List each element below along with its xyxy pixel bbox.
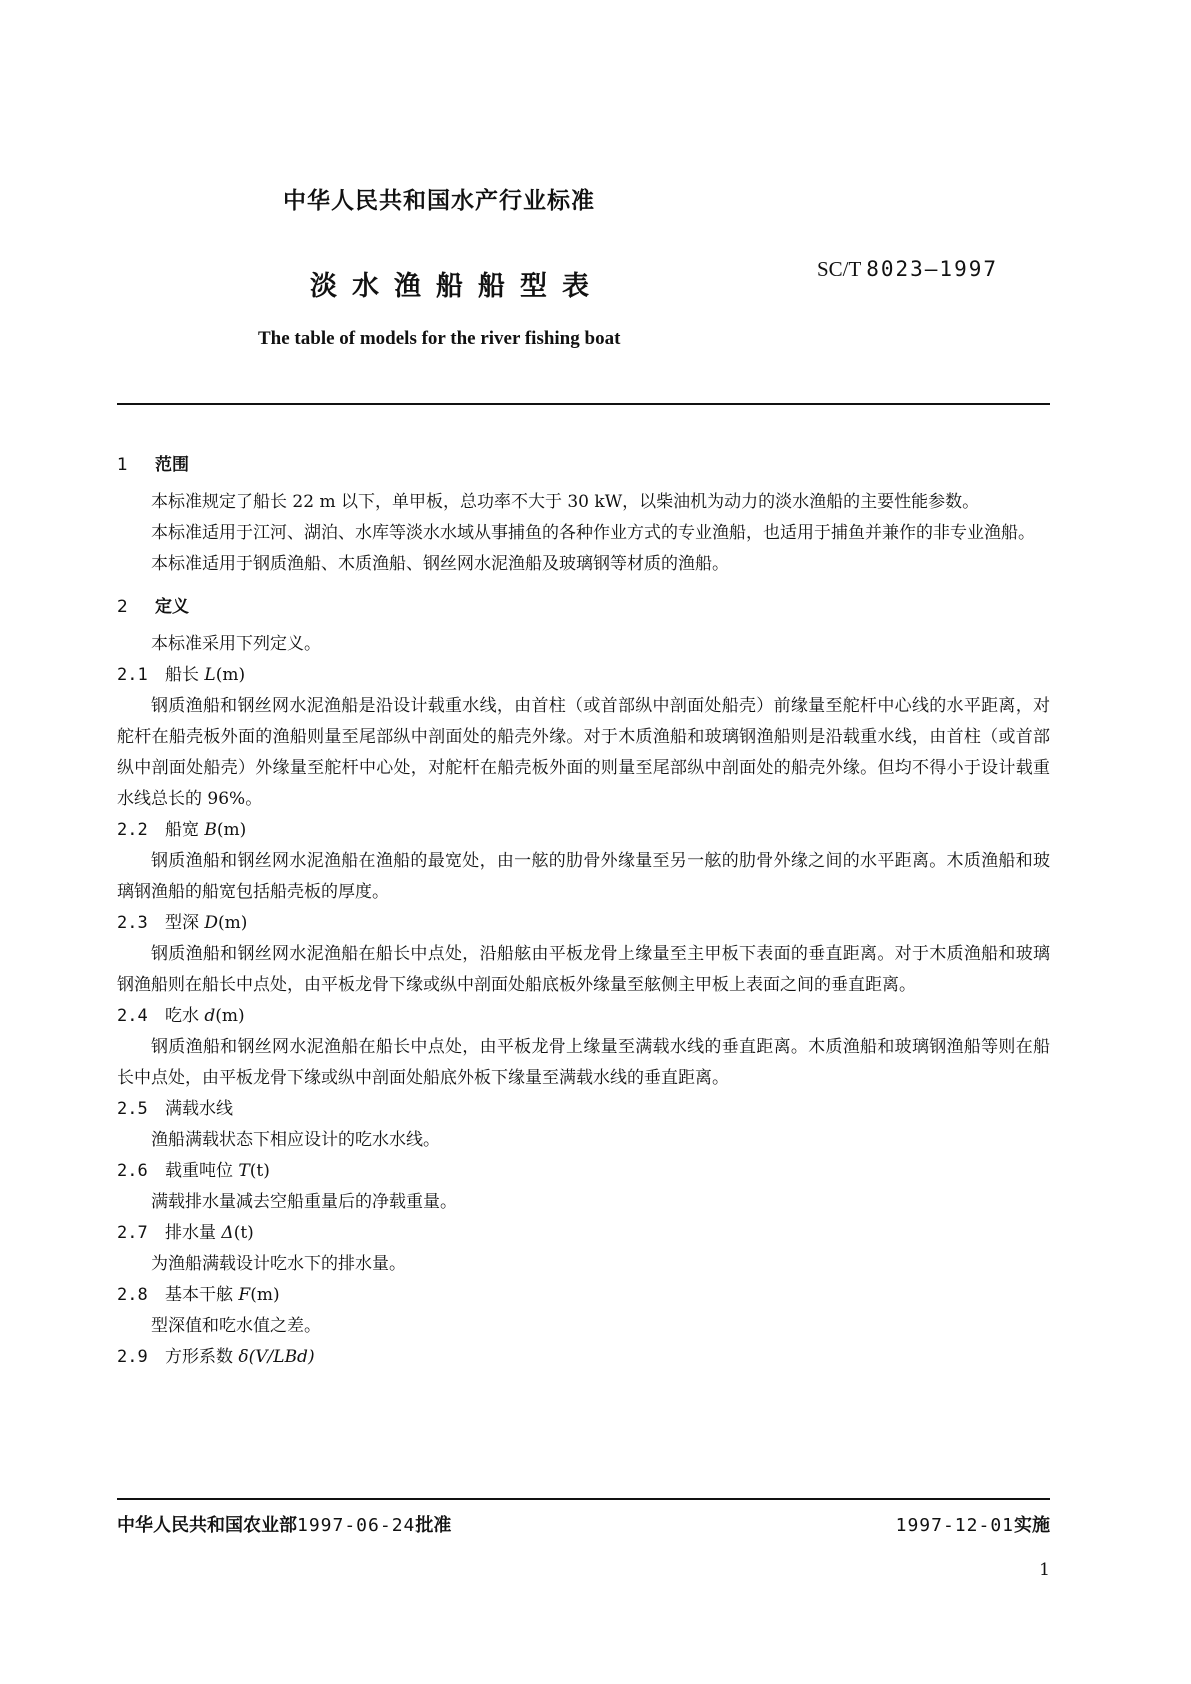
term: 排水量 — [165, 1223, 216, 1243]
section-heading-scope — [117, 450, 1050, 481]
symbol: d — [204, 1006, 216, 1026]
unit: (m) — [215, 665, 246, 685]
clause-number: 2.9 — [117, 1347, 148, 1367]
clause-number: 2.2 — [117, 820, 148, 840]
document-title-cn: 淡水渔船船型表 — [310, 271, 604, 302]
term: 基本干舷 — [165, 1285, 233, 1305]
clause-number: 2.1 — [117, 665, 148, 685]
paragraph: 本标准适用于钢质渔船、木质渔船、钢丝网水泥渔船及玻璃钢等材质的渔船。 — [151, 554, 729, 574]
term: 船宽 — [165, 820, 199, 840]
standard-code: 8023—1997 — [866, 257, 999, 281]
symbol: L — [204, 665, 216, 685]
standard-prefix: SC/T — [817, 257, 861, 281]
definition-heading — [117, 908, 1050, 939]
definition-heading — [117, 1156, 1050, 1187]
document-title-en: The table of models for the river fishing boat — [258, 328, 621, 349]
definition-heading — [117, 1280, 1050, 1311]
footer-divider — [117, 1498, 1050, 1500]
term: 型深 — [165, 913, 199, 933]
clause-number: 2.5 — [117, 1099, 148, 1119]
definition-heading — [117, 1001, 1050, 1032]
definition-heading — [117, 1094, 1050, 1125]
approval-word: 批准 — [415, 1515, 452, 1536]
definition-text: 钢质渔船和钢丝网水泥渔船在渔船的最宽处，由一舷的肋骨外缘量至另一舷的肋骨外缘之间的水平距离。木质渔船和玻璃钢渔船的船宽包括船壳板的厚度。 — [117, 851, 1050, 902]
paragraph: 本标准适用于江河、湖泊、水库等淡水水域从事捕鱼的各种作业方式的专业渔船，也适用于捕鱼并兼作的非专业渔船。 — [151, 523, 1035, 543]
approval-org: 中华人民共和国农业部 — [117, 1515, 297, 1536]
term: 船长 — [165, 665, 199, 685]
header-divider — [117, 403, 1050, 405]
standard-number — [817, 257, 998, 282]
definition-text: 钢质渔船和钢丝网水泥渔船是沿设计载重水线，由首柱（或首部纵中剖面处船壳）前缘量至舵杆中心线的水平距离，对舵杆在船壳板外面的渔船则量至尾部纵中剖面处的船壳外缘。对于木质渔船和玻璃钢渔船则是沿载重水线，由首柱（或首部纵中剖面处船壳）外缘量至舵杆中心处，对舵杆在船壳板外面的则量至尾部纵中剖面处的船壳外缘。但均不得小于设计载重水线总长的 96%。 — [117, 696, 1050, 809]
symbol: B — [204, 820, 217, 840]
definition-text: 型深值和吃水值之差。 — [151, 1316, 321, 1336]
definition-text: 钢质渔船和钢丝网水泥渔船在船长中点处，由平板龙骨上缘量至满载水线的垂直距离。木质渔船和玻璃钢渔船等则在船长中点处，由平板龙骨下缘或纵中剖面处船底外板下缘量至满载水线的垂直距离。 — [117, 1037, 1050, 1088]
unit: (t) — [233, 1223, 254, 1243]
section-title: 范围 — [155, 455, 189, 475]
document-body — [117, 450, 1050, 1373]
definition-text: 钢质渔船和钢丝网水泥渔船在船长中点处，沿船舷由平板龙骨上缘量至主甲板下表面的垂直距离。对于木质渔船和玻璃钢渔船则在船长中点处，由平板龙骨下缘或纵中剖面处船底板外缘量至舷侧主甲板上表面之间的垂直距离。 — [117, 944, 1050, 995]
approval-line — [117, 1511, 451, 1537]
term: 载重吨位 — [165, 1161, 233, 1181]
clause-number: 2.7 — [117, 1223, 148, 1243]
approval-date: 1997-06-24 — [297, 1515, 416, 1536]
unit: (m) — [215, 1006, 245, 1026]
clause-number: 2.8 — [117, 1285, 148, 1305]
standard-category: 中华人民共和国水产行业标准 — [283, 188, 595, 214]
implementation-date: 1997-12-01 — [895, 1515, 1014, 1536]
term: 方形系数 — [165, 1347, 233, 1367]
unit: (m) — [250, 1285, 280, 1305]
symbol: δ(V/LBd) — [238, 1347, 315, 1367]
clause-number: 2.4 — [117, 1006, 148, 1026]
symbol: D — [204, 913, 219, 933]
section-number: 2 — [117, 597, 128, 617]
symbol: T — [238, 1161, 250, 1181]
definition-heading — [117, 1218, 1050, 1249]
paragraph: 本标准规定了船长 22 m 以下，单甲板，总功率不大于 30 kW，以柴油机为动力的淡水渔船的主要性能参数。 — [151, 492, 980, 512]
clause-number: 2.6 — [117, 1161, 148, 1181]
implementation-word: 实施 — [1014, 1515, 1050, 1536]
implementation-line — [896, 1511, 1050, 1537]
term: 吃水 — [165, 1006, 199, 1026]
symbol: F — [238, 1285, 251, 1305]
clause-number: 2.3 — [117, 913, 148, 933]
section-title: 定义 — [155, 597, 189, 617]
term: 满载水线 — [165, 1099, 233, 1119]
definition-heading — [117, 815, 1050, 846]
definition-text: 为渔船满载设计吃水下的排水量。 — [151, 1254, 406, 1274]
section-heading-definitions — [117, 592, 1050, 623]
unit: (m) — [218, 913, 248, 933]
paragraph: 本标准采用下列定义。 — [151, 634, 321, 654]
definition-heading — [117, 1342, 1050, 1373]
definition-text: 渔船满载状态下相应设计的吃水水线。 — [151, 1130, 440, 1150]
definition-heading — [117, 660, 1050, 691]
symbol: Δ — [221, 1223, 234, 1243]
definition-text: 满载排水量减去空船重量后的净载重量。 — [151, 1192, 457, 1212]
unit: (m) — [216, 820, 247, 840]
section-number: 1 — [117, 455, 128, 475]
page-number: 1 — [1039, 1560, 1050, 1580]
unit: (t) — [249, 1161, 270, 1181]
